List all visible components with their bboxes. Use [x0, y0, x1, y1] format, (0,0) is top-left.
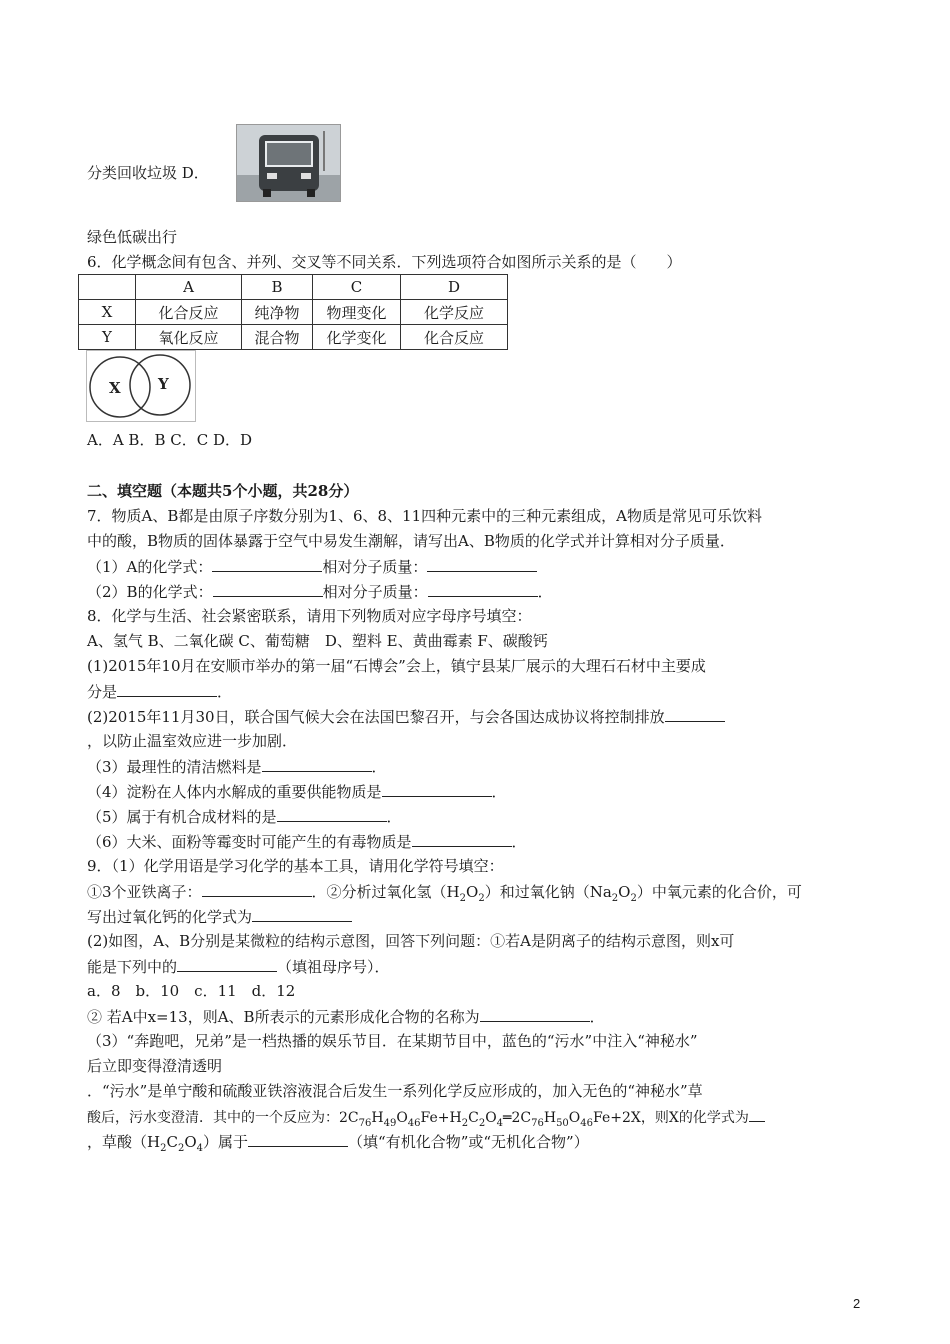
table-header-row — [79, 275, 508, 300]
q8-p3-line — [87, 756, 387, 777]
table-cell: 化合反应 — [401, 325, 508, 350]
q8-p1b: 分是 — [87, 683, 118, 701]
q8-line1: 8．化学与生活、社会紧密联系，请用下列物质对应字母序号填空： — [87, 607, 532, 625]
text: O — [568, 1110, 581, 1126]
subscript: 46 — [407, 1117, 421, 1129]
q8-p3: （3）最理性的清洁燃料是 — [87, 758, 262, 776]
q9-line9: 后立即变得澄清透明 — [87, 1057, 223, 1075]
table-cell: 混合物 — [242, 325, 313, 350]
q9-line5 — [87, 956, 390, 977]
venn-diagram — [86, 350, 196, 422]
q8-p1a: (1)2015年10月在安顺市举办的第一届“石博会”会上，镇宁县某厂展示的大理石石材中主要成 — [87, 657, 706, 675]
q9-line1: 9．（1）化学用语是学习化学的基本工具，请用化学符号填空： — [87, 857, 504, 875]
text: H — [543, 1110, 557, 1126]
table-cell — [79, 275, 136, 300]
q8-line2: A、氢气 B、二氧化碳 C、葡萄糖 D、塑料 E、黄曲霉素 F、碳酸钙 — [87, 632, 548, 650]
q8-p4: （4）淀粉在人体内水解成的重要供能物质是 — [87, 783, 382, 801]
q9-l7: ② 若A中x=13，则A、B所表示的元素形成化合物的名称为 — [87, 1008, 480, 1026]
answer-blank[interactable] — [749, 1106, 765, 1122]
q8-p5: （5）属于有机合成材料的是 — [87, 808, 277, 826]
q6-options-table — [78, 274, 508, 350]
period: ． — [589, 1008, 605, 1026]
text: O — [184, 1133, 197, 1151]
q6-stem: 6．化学概念间有包含、并列、交叉等不同关系．下列选项符合如图所示关系的是（ ） — [87, 253, 682, 271]
q9-line12 — [87, 1131, 589, 1159]
q9-line8: （3）“奔跑吧，兄弟”是一档热播的娱乐节目．在某期节目中，蓝色的“污水”中注入“神秘水” — [87, 1032, 698, 1050]
answer-blank[interactable] — [427, 556, 537, 572]
q9-l2-d: ）和过氧化钠（Na — [484, 883, 612, 901]
q9-l2-e: O — [618, 883, 631, 901]
table-cell: 化学变化 — [313, 325, 401, 350]
subscript: 76 — [358, 1117, 372, 1129]
venn-label-x: X — [109, 379, 121, 397]
subscript: 46 — [580, 1117, 594, 1129]
subscript: 2 — [177, 1143, 185, 1154]
q9-l2-b: ．②分析过氧化氢（H — [311, 883, 460, 901]
q9-l3: 写出过氧化钙的化学式为 — [87, 908, 253, 926]
period: ． — [511, 833, 527, 851]
table-cell: 化学反应 — [401, 300, 508, 325]
q8-p4-line — [87, 781, 507, 802]
q7-a-line — [87, 556, 537, 577]
q9-line4: (2)如图，A、B分别是某微粒的结构示意图，回答下列问题：①若A是阴离子的结构示意图，则x可 — [87, 932, 735, 950]
table-cell: D — [401, 275, 508, 300]
text: C — [468, 1110, 479, 1126]
table-cell: Y — [79, 325, 136, 350]
answer-blank[interactable] — [480, 1006, 590, 1022]
q9-line6: a．8 b．10 c．11 d．12 — [87, 982, 296, 1000]
q9-l2-c: O — [466, 883, 479, 901]
subscript: 2 — [630, 893, 637, 904]
q7-line1: 7．物质A、B都是由原子序数分别为1、6、8、11四种元素中的三种元素组成，A物质是常见可乐饮料 — [87, 507, 762, 525]
table-cell: A — [136, 275, 242, 300]
subscript: 4 — [196, 1143, 204, 1154]
text: H — [371, 1110, 384, 1126]
q7-a-mid: 相对分子质量： — [322, 558, 428, 576]
table-cell: 物理变化 — [313, 300, 401, 325]
answer-blank[interactable] — [412, 831, 512, 847]
bus-photo-icon — [236, 124, 341, 202]
q9-line2 — [87, 881, 802, 909]
table-cell: 化合反应 — [136, 300, 242, 325]
table-row — [79, 300, 508, 325]
q9-line10: ．“污水”是单宁酸和硫酸亚铁溶液混合后发生一系列化学反应形成的，加入无色的“神秘水”草 — [87, 1082, 703, 1100]
q5-option-d-caption: 绿色低碳出行 — [87, 228, 178, 246]
q6-choices: A．A B．B C．C D．D — [87, 431, 253, 449]
period: ． — [537, 583, 553, 601]
text: ）属于 — [203, 1133, 249, 1151]
page-number: 2 — [853, 1296, 861, 1311]
q7-b-mid: 相对分子质量： — [322, 583, 428, 601]
q8-p2b: ，以防止温室效应进一步加剧． — [87, 732, 298, 750]
table-cell: C — [313, 275, 401, 300]
text: Fe+2X，则X的化学式为 — [593, 1110, 749, 1126]
answer-blank[interactable] — [212, 556, 322, 572]
subscript: 2 — [461, 1117, 469, 1129]
venn-label-y: Y — [158, 375, 169, 393]
text: ═2C — [503, 1110, 532, 1126]
period: ． — [371, 758, 387, 776]
q9-l2-f: ）中氧元素的化合价，可 — [636, 883, 802, 901]
subscript: 4 — [496, 1117, 504, 1129]
q9-line11 — [87, 1106, 765, 1134]
q8-p2a-line — [87, 706, 725, 727]
answer-blank[interactable] — [248, 1131, 348, 1147]
q8-p6: （6）大米、面粉等霉变时可能产生的有毒物质是 — [87, 833, 412, 851]
answer-blank[interactable] — [262, 756, 372, 772]
q9-l5-b: （填祖母序号）． — [277, 958, 390, 976]
answer-blank[interactable] — [428, 581, 538, 597]
q9-l5-a: 能是下列中的 — [87, 958, 178, 976]
q7-b-line — [87, 581, 553, 602]
subscript: 2 — [478, 1117, 486, 1129]
period: ． — [386, 808, 402, 826]
answer-blank[interactable] — [202, 881, 312, 897]
q7-b-prefix: （2）B的化学式： — [87, 583, 213, 601]
q5-option-c: 分类回收垃圾 D． — [87, 164, 209, 182]
answer-blank[interactable] — [213, 581, 323, 597]
q8-p1b-line — [87, 681, 232, 702]
answer-blank[interactable] — [277, 806, 387, 822]
table-cell: B — [242, 275, 313, 300]
q7-a-prefix: （1）A的化学式： — [87, 558, 213, 576]
text: Fe+H — [420, 1110, 462, 1126]
q7-line2: 中的酸，B物质的固体暴露于空气中易发生潮解，请写出A、B物质的化学式并计算相对分子质量． — [87, 532, 735, 550]
text: C — [166, 1133, 178, 1151]
subscript: 49 — [383, 1117, 397, 1129]
q8-p6-line — [87, 831, 527, 852]
subscript: 2 — [160, 1143, 167, 1154]
subscript: 2 — [611, 893, 619, 904]
q9-line3 — [87, 906, 352, 927]
subscript: 2 — [478, 893, 485, 904]
table-row — [79, 325, 508, 350]
subscript: 2 — [459, 893, 467, 904]
period: ． — [491, 783, 507, 801]
subscript: 50 — [556, 1117, 569, 1129]
q9-l2-a: ①3个亚铁离子： — [87, 883, 202, 901]
section-title: 二、填空题（本题共5个小题，共28分） — [87, 482, 359, 500]
text: O — [396, 1110, 408, 1126]
q8-p2a: (2)2015年11月30日，联合国气候大会在法国巴黎召开，与会各国达成协议将控制排放 — [87, 708, 665, 726]
table-cell: X — [79, 300, 136, 325]
table-cell: 氧化反应 — [136, 325, 242, 350]
answer-blank[interactable] — [665, 706, 725, 722]
subscript: 76 — [531, 1117, 544, 1129]
text: ，草酸（H — [87, 1133, 161, 1151]
q9-line7 — [87, 1006, 605, 1027]
period: ． — [217, 683, 233, 701]
text: （填“有机化合物”或“无机化合物”） — [348, 1133, 589, 1151]
table-cell: 纯净物 — [242, 300, 313, 325]
answer-blank[interactable] — [382, 781, 492, 797]
answer-blank[interactable] — [177, 956, 277, 972]
text: O — [485, 1110, 497, 1126]
q8-p5-line — [87, 806, 402, 827]
answer-blank[interactable] — [252, 906, 352, 922]
text: 酸后，污水变澄清．其中的一个反应为：2C — [87, 1110, 359, 1126]
answer-blank[interactable] — [117, 681, 217, 697]
